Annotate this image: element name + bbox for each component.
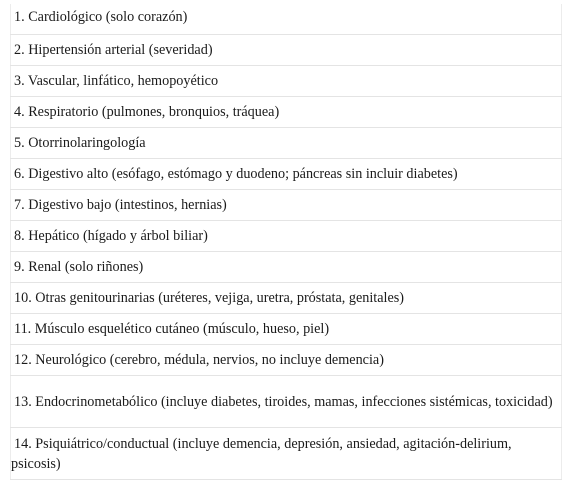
categories-table [10,4,562,480]
table-row [11,252,562,283]
table-cell [11,190,562,221]
table-cell [11,221,562,252]
table-cell [11,314,562,345]
table-row [11,314,562,345]
table-row [11,97,562,128]
table-cell [11,159,562,190]
table-cell [11,128,562,159]
table-cell [11,66,562,97]
table-row [11,35,562,66]
row-label: 8. Hepático (hígado y árbol biliar) [14,228,208,244]
table-row [11,128,562,159]
table-cell [11,428,562,480]
row-label: 9. Renal (solo riñones) [14,259,144,275]
row-label: 4. Respiratorio (pulmones, bronquios, tráquea) [14,104,280,120]
row-label: 7. Digestivo bajo (intestinos, hernias) [14,197,227,213]
row-label: 3. Vascular, linfático, hemopoyético [14,73,219,89]
row-label: 10. Otras genitourinarias (uréteres, vejiga, uretra, próstata, genitales) [14,290,405,306]
table-row [11,376,562,428]
table-cell [11,97,562,128]
row-label: 5. Otorrinolaringología [14,135,146,151]
table-cell [11,35,562,66]
table-row [11,4,562,35]
table-cell [11,345,562,376]
table-row [11,283,562,314]
table-row [11,190,562,221]
row-label: 2. Hipertensión arterial (severidad) [14,42,213,58]
table-cell [11,376,562,428]
table-row [11,428,562,480]
table-row [11,66,562,97]
table-row [11,221,562,252]
row-label: 12. Neurológico (cerebro, médula, nervios, no incluye demencia) [14,352,384,368]
row-label: 1. Cardiológico (solo corazón) [14,9,188,25]
table-cell [11,4,562,35]
table-cell [11,283,562,314]
row-label: 6. Digestivo alto (esófago, estómago y duodeno; páncreas sin incluir diabetes) [14,166,458,182]
table-row [11,345,562,376]
row-label: 14. Psiquiátrico/conductual (incluye demencia, depresión, ansiedad, agitación-delirium, psicosis) [11,436,512,472]
table-cell [11,252,562,283]
table-row [11,159,562,190]
row-label: 13. Endocrinometabólico (incluye diabetes, tiroides, mamas, infecciones sistémicas, toxicidad) [14,394,553,410]
row-label: 11. Músculo esquelético cutáneo (músculo, hueso, piel) [14,321,330,337]
